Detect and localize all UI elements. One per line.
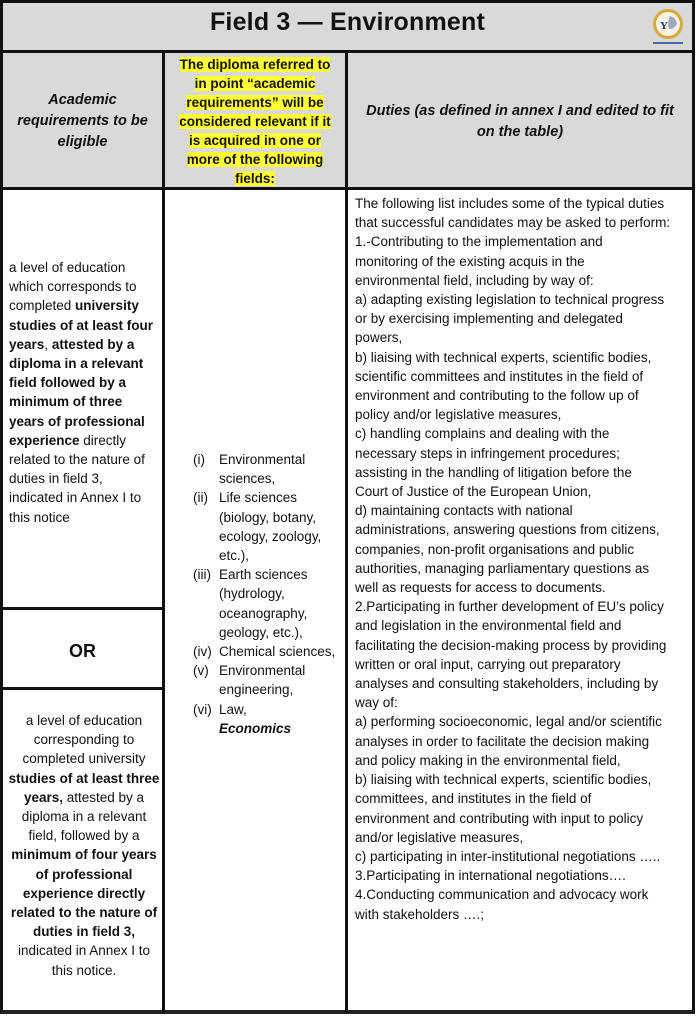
req2-bold-1: studies of at least three years, (8, 770, 160, 805)
duty-line: that successful candidates may be asked to perform: (355, 215, 671, 231)
duty-line: 3.Participating in international negotiations…. (355, 868, 626, 884)
or-separator (3, 613, 162, 690)
duty-line: or by exercising implementing and delegated (355, 311, 623, 327)
duty-line: with stakeholders ….; (355, 906, 485, 922)
duty-line: 1.-Contributing to the implementation and (355, 234, 603, 250)
list-item-number: (i) (193, 452, 205, 467)
yw-globe-logo-icon (650, 7, 686, 47)
req2-bold-2: minimum of four years of professional experience directly related to the nature of duties in field 3, (10, 847, 158, 940)
duties-text (355, 194, 695, 924)
duty-line: authorities, managing parliamentary questions as (355, 560, 650, 576)
duty-line: environment and contributing with input to policy (355, 810, 644, 826)
list-item-number: (v) (193, 663, 209, 679)
duty-line: monitoring of the existing acquis in the (355, 253, 585, 269)
duty-line: well as requests for access to documents. (355, 580, 606, 596)
duty-line: companies, non-profit organisations and public (355, 541, 635, 557)
duty-line: The following list includes some of the typical duties (355, 196, 665, 211)
duty-line: committees, and institutes in the field of (355, 791, 592, 807)
duty-line: Court of Justice of the European Union, (355, 484, 592, 500)
academic-header-text: Academic requirements to be eligible (17, 92, 148, 150)
req2-text-2: attested by a diploma in a relevant field, followed by a (21, 789, 147, 844)
req1-text-1: a level of education which corresponds to completed (9, 260, 137, 314)
header-divider (3, 187, 692, 190)
duty-line: b) liaising with technical experts, scientific bodies, (355, 772, 652, 788)
duty-line: analyses and consulting stakeholders, including by (355, 676, 659, 692)
list-item-economics: Economics (219, 720, 292, 736)
duties-header-text: Duties (as defined in annex I and edited to fit on the table) (366, 102, 674, 140)
list-item-number: (iv) (193, 644, 212, 660)
duty-line: written or oral input, carrying out preparatory (355, 656, 621, 672)
list-item (193, 450, 343, 488)
duty-line: policy and/or legislative measures, (355, 407, 562, 423)
list-item-text: Earth sciences (hydrology, oceanography, geology, etc.), (219, 567, 308, 640)
list-item (193, 661, 343, 699)
duty-line: powers, (355, 330, 403, 346)
page-title: Field 3 — Environment (209, 8, 486, 36)
column-header-academic (3, 53, 162, 190)
duty-line: environmental field, including by way of: (355, 272, 594, 288)
duty-line: assisting in the handling of litigation before the (355, 464, 632, 480)
duty-line: administrations, answering questions from citizens, (355, 522, 660, 538)
req1-text-2: , (44, 336, 52, 352)
req1-bold-2: attested by a diploma in a relevant field followed by a minimum of three years of professional experience (9, 336, 145, 448)
duty-line: environment and contributing to the follow up of (355, 388, 639, 404)
duty-line: c) handling complains and dealing with the (355, 426, 610, 442)
list-item-number: (vi) (193, 701, 212, 717)
list-item (193, 700, 343, 719)
requirement-option-1 (9, 258, 159, 527)
req1-text-3: directly related to the nature of duties in field 3, indicated in Annex I to this notice (9, 432, 145, 525)
req1-bold-1: university studies of at least four years (9, 298, 154, 352)
duty-line: way of: (355, 695, 398, 711)
list-item-number: (ii) (193, 490, 208, 506)
duty-line: scientific committees and institutes in the field of (355, 368, 644, 384)
list-item (193, 642, 343, 661)
or-label: OR (69, 641, 96, 661)
list-item (193, 488, 343, 565)
list-item-text: Environmental engineering, (219, 663, 306, 698)
duty-line: and legislation in the environmental field and (355, 618, 622, 634)
diploma-header-text: The diploma referred to in point “academic requirements” will be considered relevant if it is acquired in one or more of the following fields: (179, 57, 331, 186)
duty-line: a) performing socioeconomic, legal and/or scientific (355, 714, 662, 730)
divider-right (345, 50, 348, 1013)
list-item-text: Chemical sciences, (219, 644, 336, 660)
duty-line: and/or legislative measures, (355, 829, 524, 845)
list-item-text: Law, (219, 701, 247, 717)
duty-line: 2.Participating in further development of EU’s policy (355, 599, 664, 615)
list-item (193, 565, 343, 642)
duty-line: and policy making in the environmental field, (355, 752, 621, 768)
svg-text:Y: Y (660, 20, 668, 32)
list-item-text: Environmental sciences, (219, 452, 306, 487)
duty-line: analyses in order to facilitate the decision making (355, 733, 650, 749)
or-divider-top (3, 607, 162, 610)
duty-line: 4.Conducting communication and advocacy work (355, 887, 649, 903)
duty-line: c) participating in inter-institutional negotiations ….. (355, 848, 661, 864)
divider-left (162, 50, 165, 1013)
requirement-option-2 (7, 711, 161, 980)
duty-line: facilitating the decision-making process by providing (355, 637, 667, 653)
title-row (3, 3, 692, 53)
duty-line: necessary steps in infringement procedures; (355, 445, 620, 461)
req2-text-1: a level of education corresponding to completed university (22, 713, 146, 767)
req2-text-3: indicated in Annex I to this notice. (17, 943, 151, 978)
list-item-text: Life sciences (biology, botany, ecology, zoology, etc.), (219, 490, 322, 564)
relevant-fields-list (193, 450, 343, 738)
column-header-diploma (165, 53, 345, 190)
duty-line: b) liaising with technical experts, scientific bodies, (355, 349, 652, 365)
duty-line: d) maintaining contacts with national (355, 503, 573, 519)
list-item-number: (iii) (193, 567, 211, 583)
duty-line: a) adapting existing legislation to technical progress (355, 292, 665, 308)
column-header-duties (348, 53, 692, 190)
